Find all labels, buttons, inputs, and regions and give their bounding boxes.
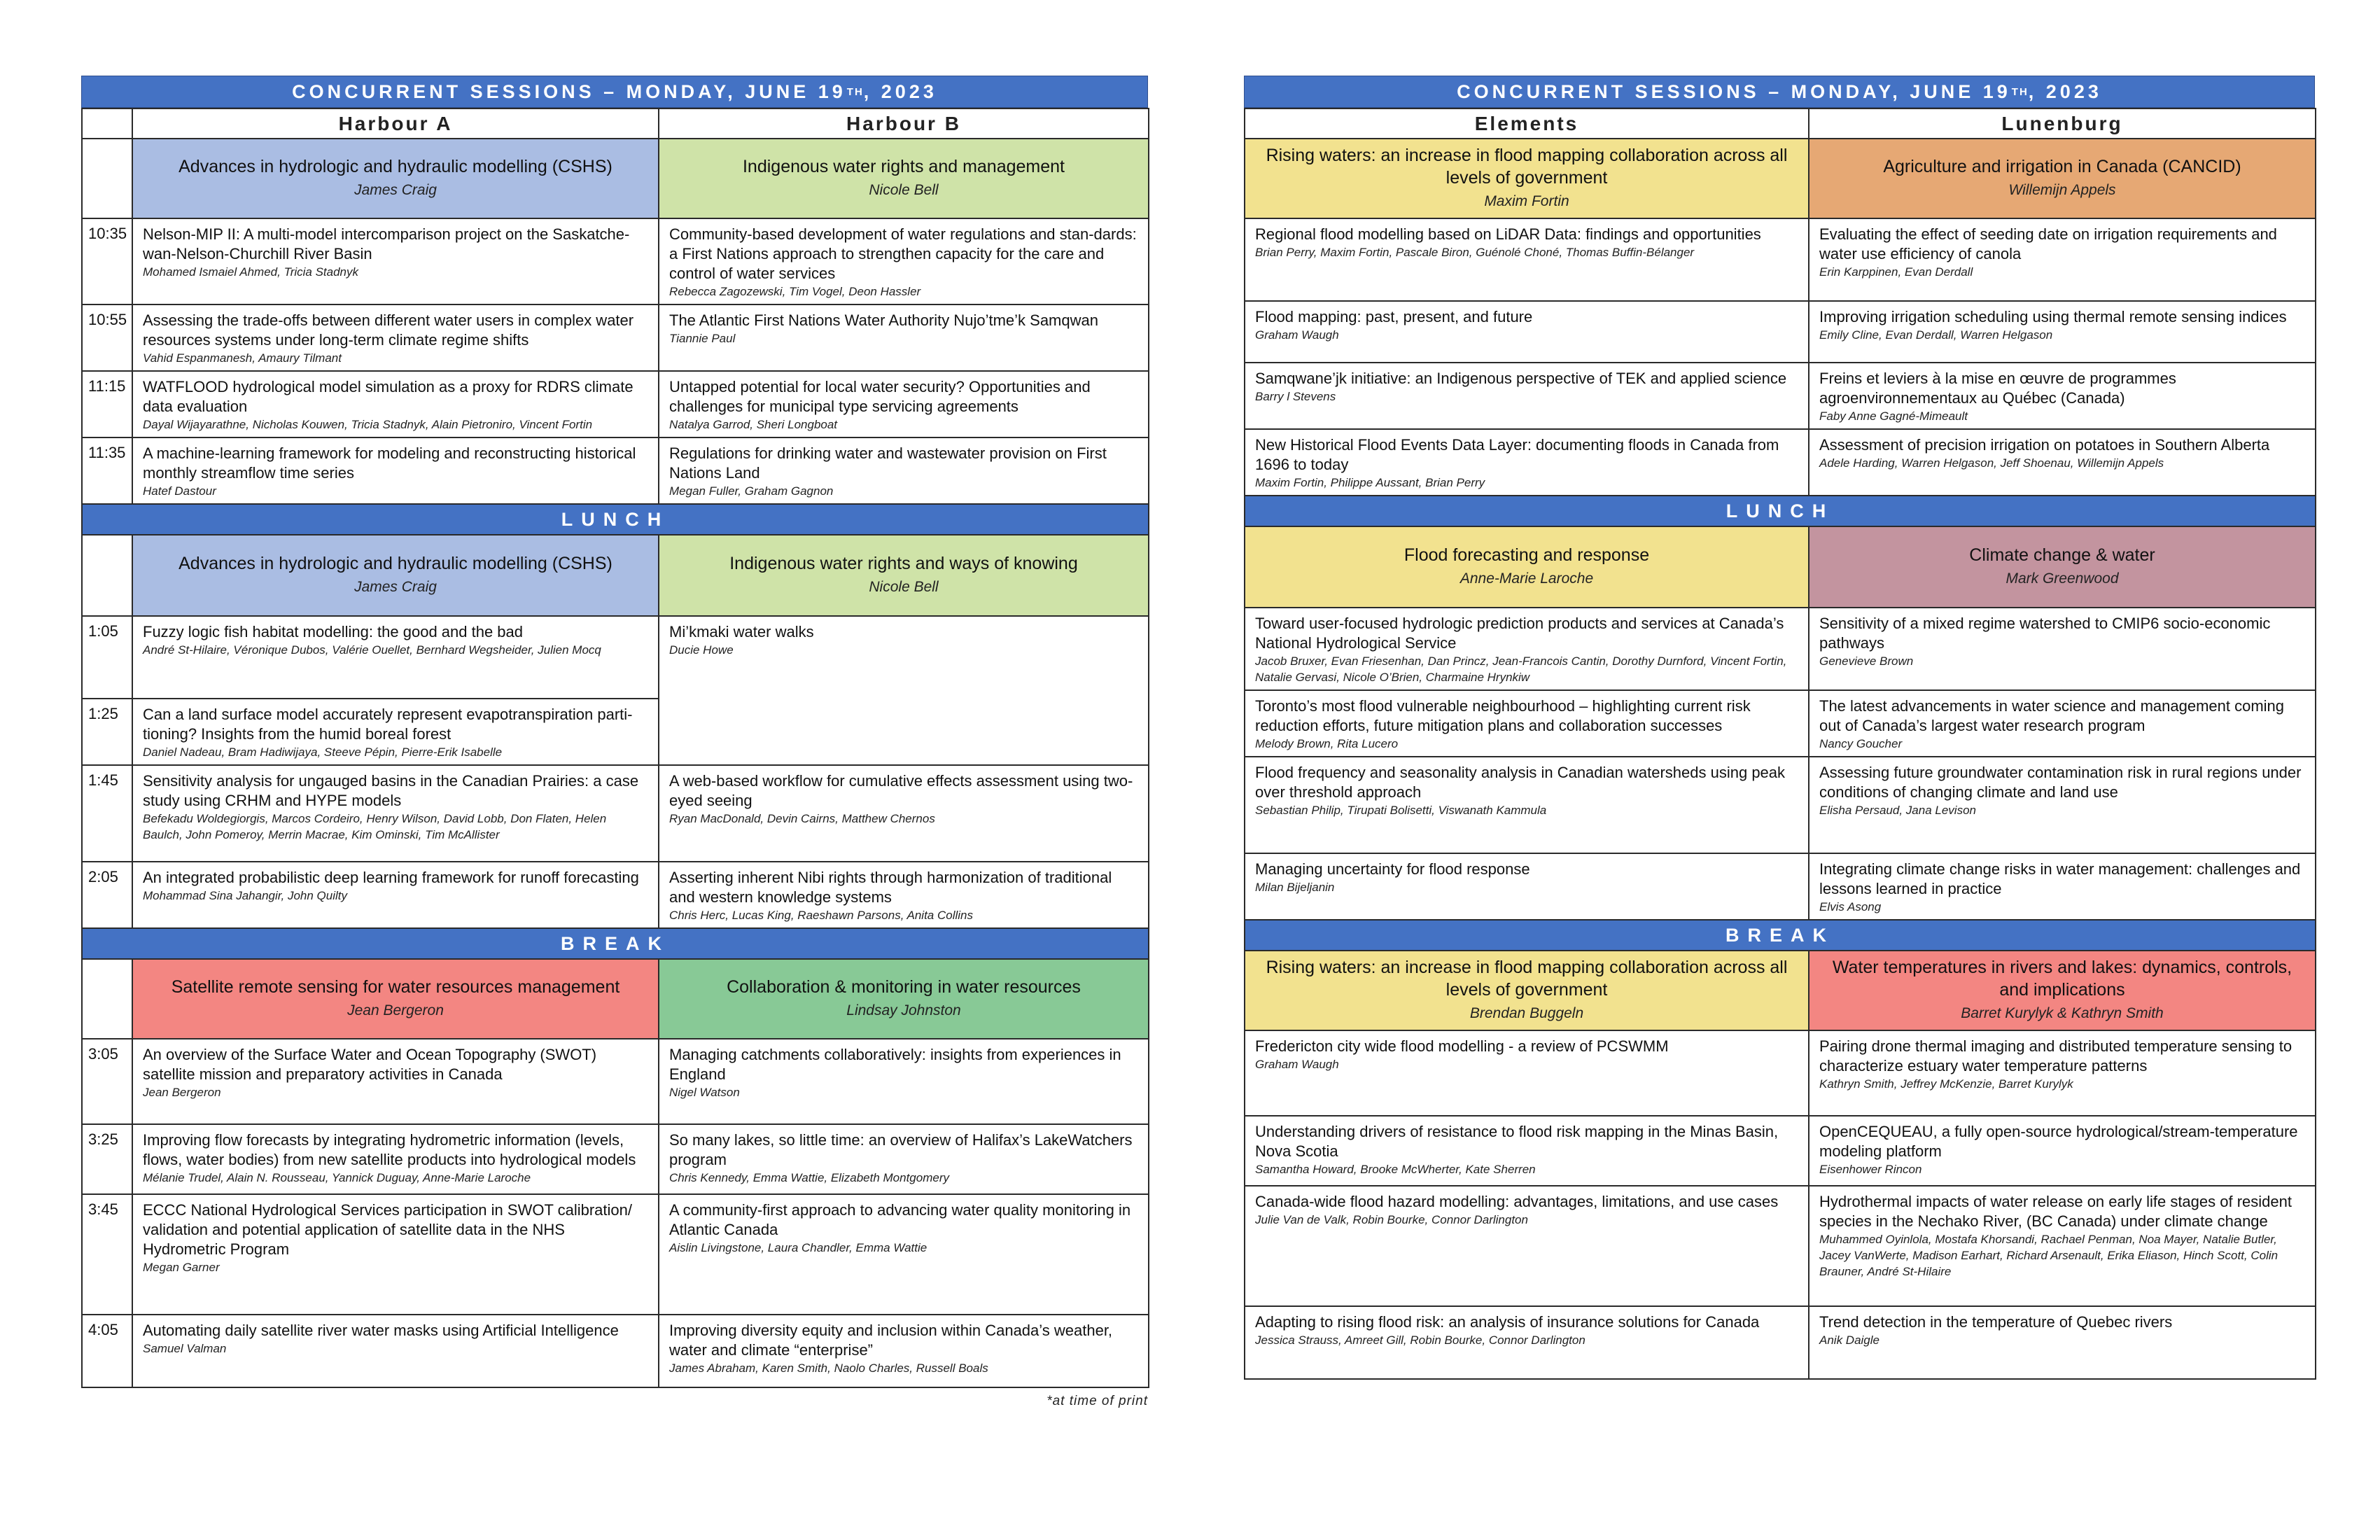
talk-cell [1245, 363, 1809, 429]
session-header [132, 535, 659, 616]
talk-cell [132, 765, 659, 862]
talk-authors: Dayal Wijayarathne, Nicholas Kouwen, Tricia Stadnyk, Alain Pietroniro, Vincent Fortin [143, 418, 593, 431]
talk-cell [659, 1124, 1149, 1194]
session-chair: Brendan Buggeln [1469, 1005, 1584, 1021]
talk-title: Trend detection in the temperature of Quebec rivers [1819, 1313, 2173, 1331]
talk-authors: Jessica Strauss, Amreet Gill, Robin Bourke, Connor Darlington [1255, 1334, 1586, 1347]
talk-title: An integrated probabilistic deep learning framework for runoff forecasting [143, 869, 639, 886]
talk-title: Sensitivity of a mixed regime watershed to CMIP6 socio-economic pathways [1819, 615, 2271, 652]
talk-title: WATFLOOD hydrological model simulation as a proxy for RDRS climate data evaluation [143, 378, 634, 415]
talk-title: Sensitivity analysis for ungauged basins in the Canadian Prairies: a case study using CRHM and HYPE models [143, 772, 639, 809]
talk-authors: Graham Waugh [1255, 1058, 1339, 1071]
session-header [1245, 951, 1809, 1030]
talk-cell [132, 699, 659, 765]
talk-authors: Megan Fuller, Graham Gagnon [669, 484, 834, 498]
session-chair: James Craig [354, 579, 437, 595]
talk-cell [1245, 608, 1809, 690]
talk-authors: Hatef Dastour [143, 484, 216, 498]
session-title: Advances in hydrologic and hydraulic modelling (CSHS) [178, 554, 612, 573]
talk-cell [659, 862, 1149, 928]
talk-authors: Emily Cline, Evan Derdall, Warren Helgason [1819, 328, 2053, 342]
talk-cell [132, 616, 659, 699]
talk-cell [659, 371, 1149, 438]
talk-cell [1809, 757, 2316, 853]
talk-cell [1809, 1030, 2316, 1116]
session-chair: Willemijn Appels [2008, 182, 2116, 198]
talk-title: Mi’kmaki water walks [669, 623, 814, 640]
talk-authors: Chris Herc, Lucas King, Raeshawn Parsons, Anita Collins [669, 909, 974, 922]
talk-authors: Mohammad Sina Jahangir, John Quilty [143, 889, 347, 902]
talk-authors: Milan Bijeljanin [1255, 881, 1335, 894]
title-year: , 2023 [863, 80, 937, 102]
talk-cell [132, 1124, 659, 1194]
session-chair: Jean Bergeron [347, 1002, 444, 1018]
talk-authors: Elisha Persaud, Jana Levison [1819, 804, 1976, 817]
talk-title: Freins et leviers à la mise en œuvre de programmes agroenvironnementaux au Québec (Canada) [1819, 370, 2176, 407]
talk-authors: Samuel Valman [143, 1342, 227, 1355]
session-header [1245, 139, 1809, 218]
session-header [132, 959, 659, 1039]
talk-title: A web-based workflow for cumulative effects assessment using two-eyed seeing [669, 772, 1133, 809]
talk-title: Improving diversity equity and inclusion within Canada’s weather, water and climate “enterprise” [669, 1322, 1113, 1359]
session-header [1809, 951, 2316, 1030]
talk-title: Evaluating the effect of seeding date on irrigation requirements and water use efficiency of canola [1819, 225, 2277, 262]
talk-authors: Chris Kennedy, Emma Wattie, Elizabeth Montgomery [669, 1171, 949, 1184]
talk-cell [1245, 218, 1809, 301]
talk-title: Fredericton city wide flood modelling - a review of PCSWMM [1255, 1037, 1669, 1055]
talk-cell [1809, 1306, 2316, 1379]
talk-cell [1809, 363, 2316, 429]
talk-title: A machine-learning framework for modeling and reconstructing historical monthly streamflow time series [143, 444, 636, 482]
talk-authors: Adele Harding, Warren Helgason, Jeff Shoenau, Willemijn Appels [1819, 456, 2164, 470]
talk-title: Automating daily satellite river water masks using Artificial Intelligence [143, 1322, 619, 1339]
talk-title: An overview of the Surface Water and Ocean Topography (SWOT) satellite mission and preparatory activities in Canada [143, 1046, 597, 1083]
session-chair: Barret Kurylyk & Kathryn Smith [1961, 1005, 2164, 1021]
talk-authors: Elvis Asong [1819, 900, 1882, 913]
session-chair: Nicole Bell [869, 579, 939, 595]
talk-cell [132, 438, 659, 504]
session-header [1809, 139, 2316, 218]
session-header [1809, 526, 2316, 608]
talk-title: Flood frequency and seasonality analysis in Canadian watersheds using peak over threshold approach [1255, 764, 1786, 801]
talk-authors: Eisenhower Rincon [1819, 1163, 1922, 1176]
talk-authors: Julie Van de Valk, Robin Bourke, Connor Darlington [1255, 1213, 1528, 1226]
title-superscript: TH [2011, 85, 2029, 98]
talk-cell [132, 1039, 659, 1124]
talk-authors: Anik Daigle [1819, 1334, 1879, 1347]
talk-cell [1809, 1116, 2316, 1186]
talk-authors: Jean Bergeron [143, 1086, 221, 1099]
session-title: Advances in hydrologic and hydraulic modelling (CSHS) [178, 157, 612, 176]
talk-title: The latest advancements in water science and management coming out of Canada’s largest water research program [1819, 697, 2285, 734]
session-title: Agriculture and irrigation in Canada (CANCID) [1883, 157, 2241, 176]
talk-title: OpenCEQUEAU, a fully open-source hydrological/stream-temperature modeling platform [1819, 1123, 2298, 1160]
talk-title: Assessing the trade-offs between different water users in complex water resources systems under long-term climate regime shifts [143, 312, 634, 349]
talk-title: Flood mapping: past, present, and future [1255, 308, 1533, 326]
schedule-title [1244, 76, 2315, 108]
schedule-title [81, 76, 1148, 108]
break-band: BREAK [1245, 920, 2316, 951]
time-slot: 3:25 [82, 1124, 132, 1194]
talk-authors: Graham Waugh [1255, 328, 1339, 342]
talk-cell [1809, 853, 2316, 920]
session-chair: Maxim Fortin [1484, 193, 1569, 209]
talk-authors: Barry l Stevens [1255, 390, 1336, 403]
talk-cell [1809, 1186, 2316, 1306]
talk-cell [1809, 429, 2316, 496]
session-title: Indigenous water rights and management [742, 157, 1065, 176]
talk-cell [1245, 690, 1809, 757]
talk-title: Improving irrigation scheduling using thermal remote sensing indices [1819, 308, 2287, 326]
time-slot: 1:05 [82, 616, 132, 699]
talk-title: The Atlantic First Nations Water Authority Nujo’tme’k Samqwan [669, 312, 1098, 329]
talk-authors: Melody Brown, Rita Lucero [1255, 737, 1399, 750]
talk-title: Canada-wide flood hazard modelling: advantages, limitations, and use cases [1255, 1193, 1779, 1210]
talk-title: So many lakes, so little time: an overview of Halifax’s LakeWatchers program [669, 1131, 1133, 1168]
talk-cell [659, 616, 1149, 765]
talk-authors: Ducie Howe [669, 643, 734, 657]
title-superscript: TH [846, 85, 864, 98]
room-header: Harbour A [132, 108, 659, 139]
talk-cell [132, 1194, 659, 1315]
talk-title: Community-based development of water regulations and stan-dards: a First Nations approach to strengthen capacity for the care and control of water services [669, 225, 1137, 282]
talk-authors: Daniel Nadeau, Bram Hadiwijaya, Steeve Pépin, Pierre-Erik Isabelle [143, 746, 503, 759]
talk-title: Untapped potential for local water security? Opportunities and challenges for municipal type servicing agreements [669, 378, 1091, 415]
session-title: Climate change & water [1969, 545, 2155, 565]
talk-authors: Samantha Howard, Brooke McWherter, Kate Sherren [1255, 1163, 1536, 1176]
talk-title: Understanding drivers of resistance to flood risk mapping in the Minas Basin, Nova Scotia [1255, 1123, 1779, 1160]
left-schedule-panel [81, 76, 1148, 1409]
talk-authors: Jacob Bruxer, Evan Friesenhan, Dan Princz, Jean-Francois Cantin, Dorothy Durnford, Vincent Fortin, Natalie Gervasi, Nicole O’Brien, Charmaine Hrynkiw [1255, 654, 1787, 684]
talk-cell [1809, 608, 2316, 690]
talk-cell [659, 438, 1149, 504]
session-chair: Mark Greenwood [2005, 570, 2119, 587]
talk-cell [659, 218, 1149, 304]
talk-cell [1809, 218, 2316, 301]
time-slot: 1:25 [82, 699, 132, 765]
talk-title: Samqwane’jk initiative: an Indigenous perspective of TEK and applied science [1255, 370, 1787, 387]
session-header [1245, 526, 1809, 608]
talk-cell [1245, 301, 1809, 363]
time-slot: 3:05 [82, 1039, 132, 1124]
talk-authors: Vahid Espanmanesh, Amaury Tilmant [143, 351, 342, 365]
talk-authors: Mohamed Ismaiel Ahmed, Tricia Stadnyk [143, 265, 359, 279]
talk-cell [1245, 1306, 1809, 1379]
talk-cell [1245, 757, 1809, 853]
talk-title: New Historical Flood Events Data Layer: documenting floods in Canada from 1696 to today [1255, 436, 1779, 473]
talk-cell [132, 304, 659, 371]
talk-authors: Ryan MacDonald, Devin Cairns, Matthew Chernos [669, 812, 935, 825]
talk-authors: Nigel Watson [669, 1086, 740, 1099]
talk-title: Hydrothermal impacts of water release on early life stages of resident species in the Nechako River, (BC Canada) under climate change [1819, 1193, 2292, 1230]
schedule-table [1244, 108, 2316, 1380]
time-slot: 11:15 [82, 371, 132, 438]
talk-title: Nelson-MIP II: A multi-model intercomparison project on the Saskatche-wan-Nelson-Churchill River Basin [143, 225, 630, 262]
break-band: BREAK [82, 928, 1149, 959]
session-chair: Nicole Bell [869, 182, 939, 198]
talk-cell [659, 1194, 1149, 1315]
talk-title: Assessing future groundwater contamination risk in rural regions under conditions of changing climate and land use [1819, 764, 2302, 801]
session-header [659, 139, 1149, 218]
time-slot: 1:45 [82, 765, 132, 862]
talk-cell [1245, 1186, 1809, 1306]
time-slot: 3:45 [82, 1194, 132, 1315]
room-header: Harbour B [659, 108, 1149, 139]
talk-cell [659, 1315, 1149, 1387]
talk-cell [132, 218, 659, 304]
talk-title: ECCC National Hydrological Services participation in SWOT calibration/ validation and potential application of satellite data in the NHS Hydrometric Program [143, 1201, 632, 1258]
title-year: , 2023 [2028, 80, 2102, 102]
talk-authors: Sebastian Philip, Tirupati Bolisetti, Viswanath Kammula [1255, 804, 1547, 817]
time-slot: 10:35 [82, 218, 132, 304]
talk-title: Adapting to rising flood risk: an analysis of insurance solutions for Canada [1255, 1313, 1760, 1331]
talk-cell [1245, 1116, 1809, 1186]
session-header [659, 535, 1149, 616]
session-title: Rising waters: an increase in flood mapping collaboration across all levels of government [1266, 146, 1788, 188]
session-title: Satellite remote sensing for water resources management [171, 977, 620, 997]
talk-authors: Mélanie Trudel, Alain N. Rousseau, Yannick Duguay, Anne-Marie Laroche [143, 1171, 531, 1184]
room-header: Lunenburg [1809, 108, 2316, 139]
title-text: CONCURRENT SESSIONS – MONDAY, JUNE 19 [292, 80, 846, 102]
session-header [132, 139, 659, 218]
talk-title: Regulations for drinking water and wastewater provision on First Nations Land [669, 444, 1107, 482]
time-slot: 2:05 [82, 862, 132, 928]
time-slot: 10:55 [82, 304, 132, 371]
right-schedule-panel [1244, 76, 2315, 1380]
talk-title: Regional flood modelling based on LiDAR Data: findings and opportunities [1255, 225, 1761, 243]
talk-authors: Megan Garner [143, 1261, 220, 1274]
time-slot: 11:35 [82, 438, 132, 504]
talk-authors: Genevieve Brown [1819, 654, 1914, 668]
session-chair: James Craig [354, 182, 437, 198]
session-title: Flood forecasting and response [1404, 545, 1650, 565]
time-slot: 4:05 [82, 1315, 132, 1387]
talk-authors: Natalya Garrod, Sheri Longboat [669, 418, 838, 431]
talk-title: Managing uncertainty for flood response [1255, 860, 1530, 878]
session-header [659, 959, 1149, 1039]
talk-authors: Maxim Fortin, Philippe Aussant, Brian Perry [1255, 476, 1485, 489]
talk-title: Integrating climate change risks in water management: challenges and lessons learned in practice [1819, 860, 2301, 897]
talk-cell [659, 1039, 1149, 1124]
talk-cell [1809, 301, 2316, 363]
talk-authors: Kathryn Smith, Jeffrey McKenzie, Barret Kurylyk [1819, 1077, 2073, 1091]
talk-title: Improving flow forecasts by integrating hydrometric information (levels, flows, water bodies) from new satellite products into hydrological models [143, 1131, 636, 1168]
time-column-header [82, 108, 132, 139]
room-header: Elements [1245, 108, 1809, 139]
print-footnote: *at time of print [1046, 1394, 1148, 1408]
talk-cell [1245, 1030, 1809, 1116]
talk-cell [132, 862, 659, 928]
lunch-band: LUNCH [82, 504, 1149, 535]
talk-authors: James Abraham, Karen Smith, Naolo Charles, Russell Boals [669, 1362, 988, 1375]
talk-authors: Befekadu Woldegiorgis, Marcos Cordeiro, Henry Wilson, David Lobb, Don Flaten, Helen Baulch, John Pomeroy, Merrin Macrae, Kim Ominski, Tim McAllister [143, 812, 607, 841]
talk-title: Toward user-focused hydrologic prediction products and services at Canada’s National Hydrological Service [1255, 615, 1784, 652]
talk-authors: Erin Karppinen, Evan Derdall [1819, 265, 1973, 279]
talk-authors: Muhammed Oyinlola, Mostafa Khorsandi, Rachael Penman, Noa Mayer, Natalie Butler, Jacey VanWerte, Madison Earhart, Richard Arsenault, Erika Eliason, Hinch Scott, Colin Brauner, André St-Hilaire [1819, 1233, 2278, 1278]
talk-title: Can a land surface model accurately represent evapotranspiration parti-tioning? Insights from the humid boreal forest [143, 706, 633, 743]
talk-authors: Aislin Livingstone, Laura Chandler, Emma Wattie [669, 1241, 927, 1254]
talk-authors: Nancy Goucher [1819, 737, 1903, 750]
title-text: CONCURRENT SESSIONS – MONDAY, JUNE 19 [1457, 80, 2011, 102]
talk-title: Managing catchments collaboratively: insights from experiences in England [669, 1046, 1121, 1083]
talk-authors: Rebecca Zagozewski, Tim Vogel, Deon Hassler [669, 285, 921, 298]
talk-title: Asserting inherent Nibi rights through harmonization of traditional and western knowledge systems [669, 869, 1112, 906]
talk-authors: Brian Perry, Maxim Fortin, Pascale Biron, Guénolé Choné, Thomas Buffin-Bélanger [1255, 246, 1695, 259]
talk-cell [1809, 690, 2316, 757]
talk-cell [132, 1315, 659, 1387]
schedule-table [81, 108, 1149, 1388]
talk-title: Fuzzy logic fish habitat modelling: the good and the bad [143, 623, 524, 640]
session-title: Indigenous water rights and ways of knowing [729, 554, 1078, 573]
session-title: Rising waters: an increase in flood mapping collaboration across all levels of government [1266, 958, 1788, 1000]
talk-cell [659, 304, 1149, 371]
talk-authors: Tiannie Paul [669, 332, 736, 345]
lunch-band: LUNCH [1245, 496, 2316, 526]
talk-title: Toronto’s most flood vulnerable neighbourhood – highlighting current risk reduction efforts, future mitigation plans and collaboration successes [1255, 697, 1751, 734]
talk-authors: André St-Hilaire, Véronique Dubos, Valérie Ouellet, Bernhard Wegsheider, Julien Mocq [143, 643, 601, 657]
session-chair: Lindsay Johnston [846, 1002, 961, 1018]
talk-title: A community-first approach to advancing water quality monitoring in Atlantic Canada [669, 1201, 1131, 1238]
talk-cell [132, 371, 659, 438]
talk-title: Assessment of precision irrigation on potatoes in Southern Alberta [1819, 436, 2270, 454]
talk-authors: Faby Anne Gagné-Mimeault [1819, 410, 1968, 423]
talk-cell [1245, 853, 1809, 920]
talk-cell [1245, 429, 1809, 496]
talk-cell [659, 765, 1149, 862]
session-title: Water temperatures in rivers and lakes: dynamics, controls, and implications [1832, 958, 2292, 1000]
session-chair: Anne-Marie Laroche [1460, 570, 1594, 587]
session-title: Collaboration & monitoring in water resources [727, 977, 1081, 997]
talk-title: Pairing drone thermal imaging and distributed temperature sensing to characterize estuary water temperature patterns [1819, 1037, 2292, 1074]
